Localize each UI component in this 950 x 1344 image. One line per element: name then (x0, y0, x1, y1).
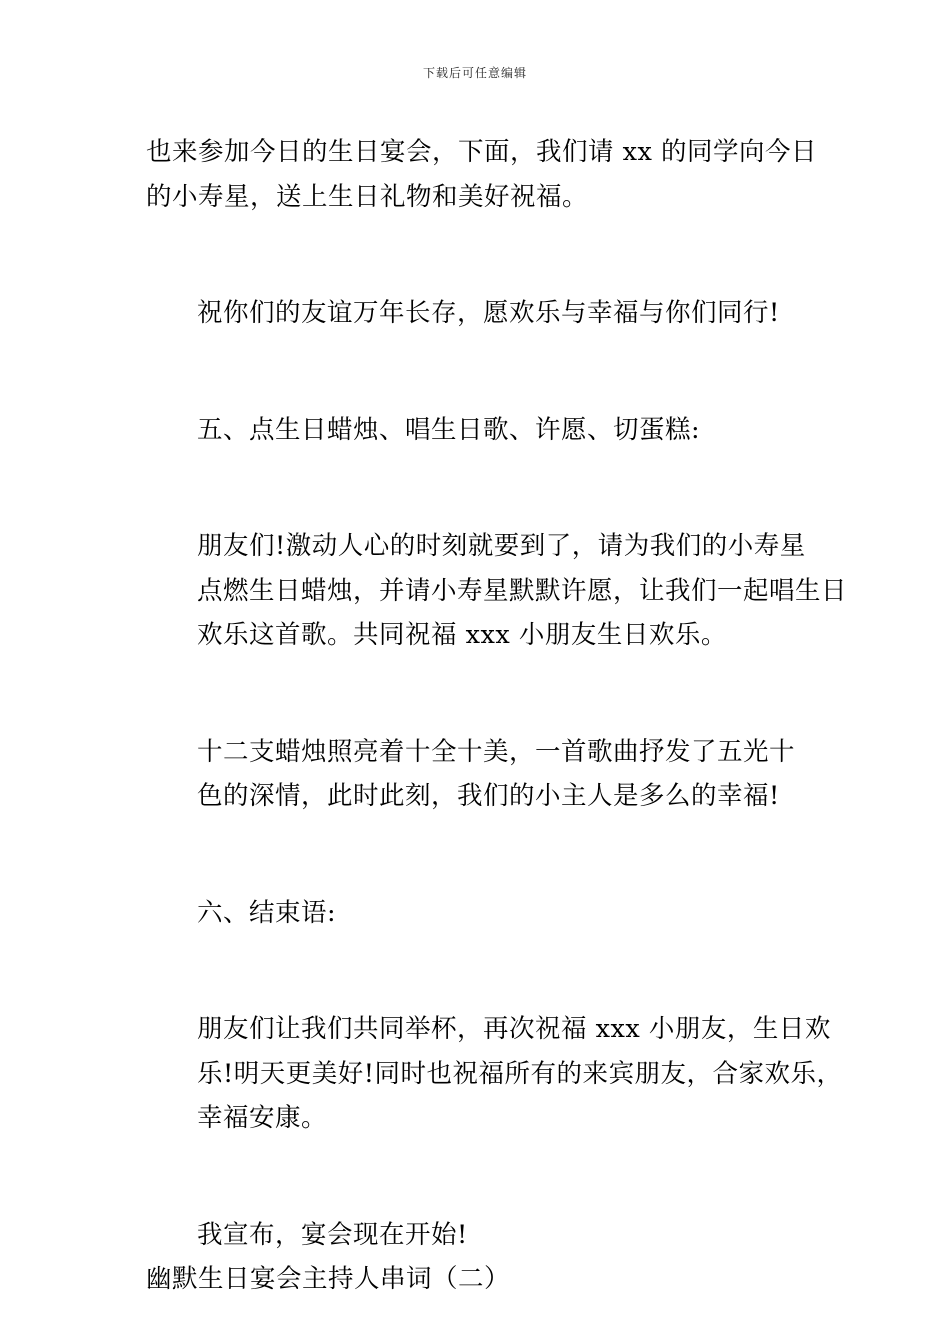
paragraph-5 (146, 1007, 843, 1141)
paragraph-line: 十二支蜡烛照亮着十全十美，一首歌曲抒发了五光十 (197, 736, 796, 767)
paragraph-line: 点燃生日蜡烛，并请小寿星默默许愿，让我们一起唱生日 (197, 575, 848, 606)
section-heading-5 (146, 408, 826, 453)
paragraph-line: 朋友们!激动人心的时刻就要到了，请为我们的小寿星 (197, 531, 806, 561)
subtitle-line: 幽默生日宴会主持人串词（二） (146, 1264, 511, 1294)
paragraph-line: 的小寿星，送上生日礼物和美好祝福。 (146, 181, 589, 212)
document-subtitle (146, 1257, 826, 1302)
paragraph-2 (146, 291, 826, 336)
paragraph-line: 欢乐这首歌。共同祝福 xxx 小朋友生日欢乐。 (197, 620, 727, 650)
heading-line: 六、结束语: (197, 897, 337, 928)
paragraph-4 (146, 730, 826, 819)
paragraph-line: 我宣布，宴会现在开始! (197, 1219, 468, 1250)
paragraph-line: 也来参加今日的生日宴会，下面，我们请 xx 的同学向今日 (146, 137, 817, 167)
page-header: 下载后可任意编辑 (422, 66, 527, 80)
paragraph-line: 乐!明天更美好!同时也祝福所有的来宾朋友，合家欢乐， (197, 1058, 843, 1089)
paragraph-1 (146, 130, 826, 219)
paragraph-6 (146, 1213, 826, 1258)
section-heading-6 (146, 891, 826, 936)
heading-line: 五、点生日蜡烛、唱生日歌、许愿、切蛋糕: (197, 414, 701, 445)
paragraph-line: 色的深情，此时此刻，我们的小主人是多么的幸福! (197, 781, 780, 811)
paragraph-line: 朋友们让我们共同举杯，再次祝福 xxx 小朋友，生日欢 (197, 1014, 831, 1044)
paragraph-line: 祝你们的友谊万年长存，愿欢乐与幸福与你们同行! (197, 298, 780, 328)
paragraph-3 (146, 524, 848, 658)
paragraph-line: 幸福安康。 (197, 1103, 328, 1133)
document-body (146, 130, 848, 1302)
